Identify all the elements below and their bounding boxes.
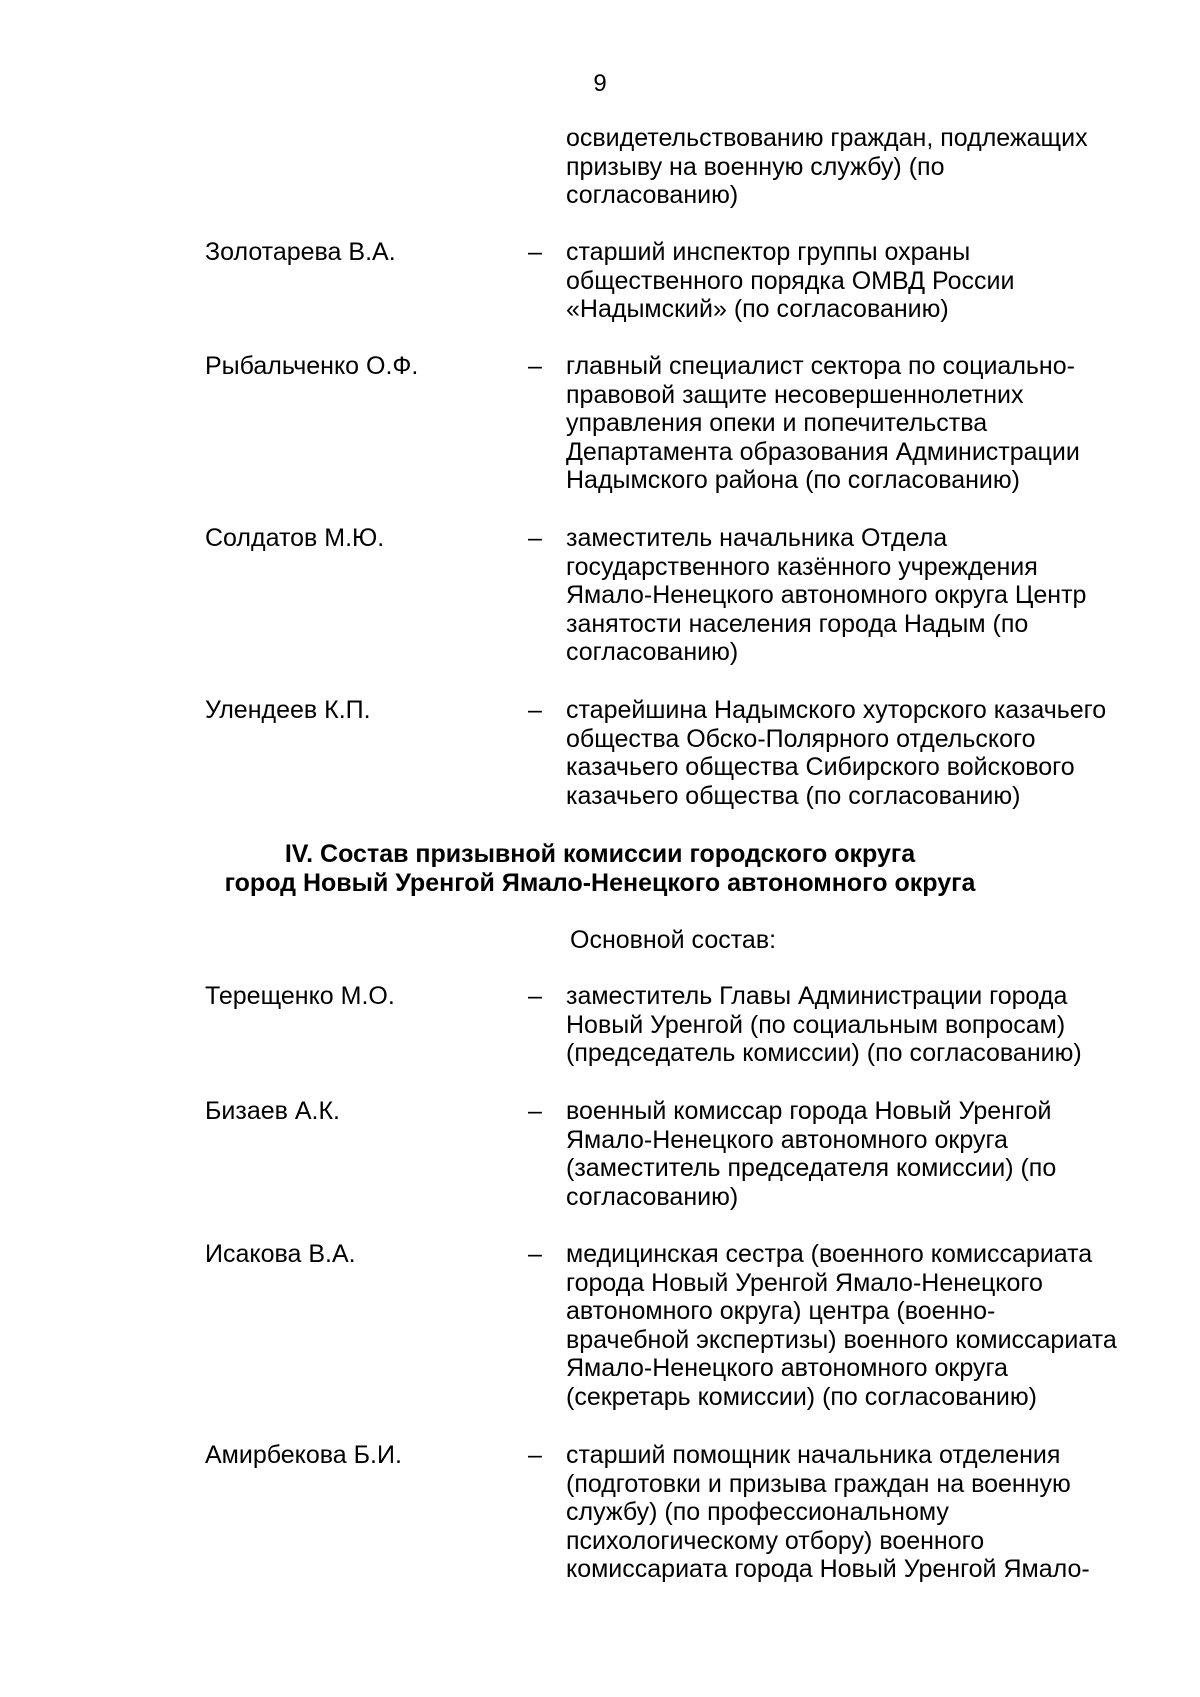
role-line: комиссариата города Новый Уренгой Ямало-	[566, 1555, 1090, 1584]
member-role	[566, 352, 1166, 495]
role-line: Новый Уренгой (по социальным вопросам)	[566, 1010, 1066, 1039]
page-number: 9	[593, 70, 607, 97]
role-line: (подготовки и призыва граждан на военную	[566, 1469, 1071, 1498]
role-line: города Новый Уренгой Ямало-Ненецкого	[566, 1268, 1043, 1297]
role-line: освидетельствованию граждан, подлежащих	[566, 124, 1088, 152]
role-line: «Надымский» (по согласованию)	[566, 295, 949, 324]
role-line: (заместитель председателя комиссии) (по	[566, 1154, 1057, 1183]
member-name: Исакова В.А.	[205, 1240, 356, 1268]
dash-separator: –	[528, 1240, 542, 1268]
role-line: автономного округа) центра (военно-	[566, 1297, 996, 1326]
dash-separator: –	[528, 982, 542, 1010]
role-line: старейшина Надымского хуторского казачьего	[566, 696, 1107, 724]
role-line: казачьего общества (по согласованию)	[566, 781, 1021, 810]
subheading: Основной состав:	[570, 926, 777, 954]
continued-role-text	[566, 124, 1166, 210]
dash-separator: –	[528, 1441, 542, 1469]
member-role	[566, 982, 1166, 1068]
role-line: заместитель Главы Администрации города	[566, 982, 1068, 1010]
role-line: старший помощник начальника отделения	[566, 1441, 1061, 1469]
dash-separator: –	[528, 1097, 542, 1125]
member-role	[566, 1441, 1166, 1584]
role-line: общественного порядка ОМВД России	[566, 266, 1015, 295]
role-line: согласованию)	[566, 1182, 739, 1211]
dash-separator: –	[528, 238, 542, 266]
member-name: Терещенко М.О.	[205, 982, 395, 1010]
member-name: Бизаев А.К.	[205, 1097, 340, 1125]
dash-separator: –	[528, 352, 542, 380]
member-role	[566, 238, 1166, 324]
section-heading	[0, 840, 1200, 897]
role-line: правовой защите несовершеннолетних	[566, 380, 1024, 409]
dash-separator: –	[528, 524, 542, 552]
member-name: Солдатов М.Ю.	[205, 524, 385, 552]
role-line: медицинская сестра (военного комиссариата	[566, 1240, 1093, 1268]
role-line: врачебной экспертизы) военного комиссариата	[566, 1325, 1117, 1354]
member-name: Рыбальченко О.Ф.	[205, 352, 419, 380]
member-role	[566, 696, 1166, 810]
role-line: главный специалист сектора по социально-	[566, 352, 1075, 380]
role-line: Ямало-Ненецкого автономного округа Центр	[566, 581, 1087, 610]
role-line: службу) (по профессиональному	[566, 1498, 949, 1527]
role-line: военный комиссар города Новый Уренгой	[566, 1097, 1052, 1125]
role-line: общества Обско-Полярного отдельского	[566, 724, 1036, 753]
role-line: государственного казённого учреждения	[566, 552, 1038, 581]
member-name: Улендеев К.П.	[205, 696, 371, 724]
member-name: Амирбекова Б.И.	[205, 1441, 402, 1469]
role-line: Надымского района (по согласованию)	[566, 466, 1020, 495]
member-role	[566, 524, 1166, 667]
role-line: Ямало-Ненецкого автономного округа	[566, 1354, 1008, 1383]
dash-separator: –	[528, 696, 542, 724]
role-line: согласованию)	[566, 181, 739, 210]
role-line: (председатель комиссии) (по согласованию)	[566, 1039, 1082, 1068]
role-line: психологическому отбору) военного	[566, 1526, 985, 1555]
role-line: управления опеки и попечительства	[566, 409, 988, 438]
member-name: Золотарева В.А.	[205, 238, 396, 266]
section-heading-line: IV. Состав призывной комиссии городского округа	[284, 840, 916, 868]
role-line: Департамента образования Администрации	[566, 437, 1080, 466]
role-line: занятости населения города Надым (по	[566, 609, 1029, 638]
member-role	[566, 1097, 1166, 1211]
role-line: (секретарь комиссии) (по согласованию)	[566, 1382, 1037, 1411]
role-line: призыву на военную службу) (по	[566, 152, 945, 181]
role-line: Ямало-Ненецкого автономного округа	[566, 1125, 1008, 1154]
role-line: согласованию)	[566, 638, 739, 667]
role-line: казачьего общества Сибирского войскового	[566, 753, 1075, 782]
member-role	[566, 1240, 1166, 1412]
role-line: заместитель начальника Отдела	[566, 524, 948, 552]
section-heading-line: город Новый Уренгой Ямало-Ненецкого автономного округа	[224, 868, 976, 897]
role-line: старший инспектор группы охраны	[566, 238, 971, 266]
